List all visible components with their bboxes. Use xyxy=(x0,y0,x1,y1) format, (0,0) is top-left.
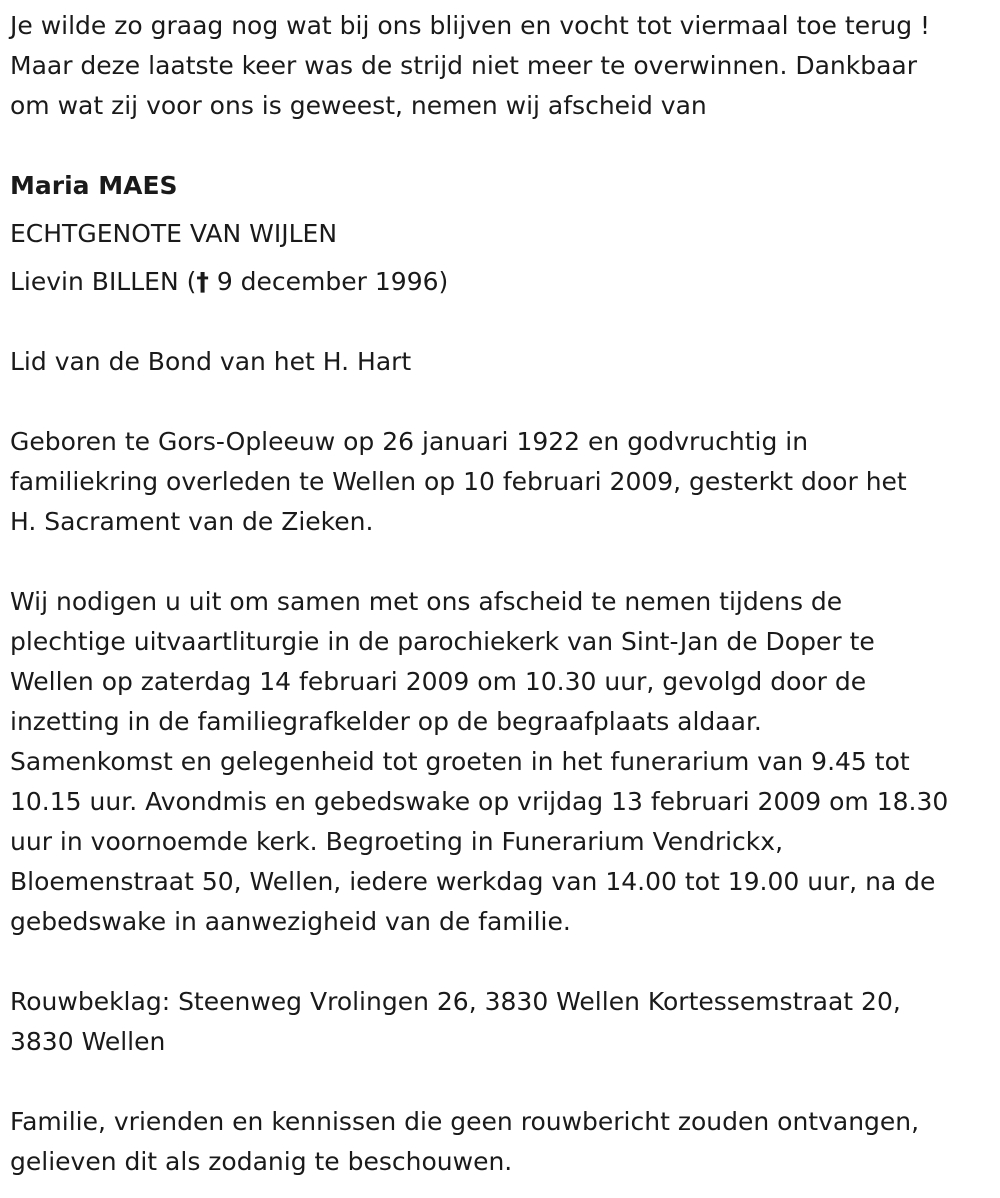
text-line: Je wilde zo graag nog wat bij ons blijven en vocht tot viermaal toe terug ! xyxy=(10,11,931,40)
text-line: Geboren te Gors-Opleeuw op 26 januari 1922 en godvruchtig in xyxy=(10,427,809,456)
text-line: H. Sacrament van de Zieken. xyxy=(10,507,374,536)
deceased-name: Maria MAES xyxy=(10,171,178,200)
text-line: familiekring overleden te Wellen op 10 februari 2009, gesterkt door het xyxy=(10,467,907,496)
text-line: uur in voornoemde kerk. Begroeting in Funerarium Vendrickx, xyxy=(10,827,784,856)
birth-death-paragraph xyxy=(10,422,995,542)
spouse-line xyxy=(10,262,995,302)
text-line: om wat zij voor ons is geweest, nemen wij afscheid van xyxy=(10,91,707,120)
text-line: gelieven dit als zodanig te beschouwen. xyxy=(10,1147,513,1176)
condolence-address-paragraph xyxy=(10,982,995,1062)
text-line: Wij nodigen u uit om samen met ons afscheid te nemen tijdens de xyxy=(10,587,843,616)
relation-label: ECHTGENOTE VAN WIJLEN xyxy=(10,219,338,248)
closing-paragraph xyxy=(10,1102,995,1182)
text-line: Familie, vrienden en kennissen die geen rouwbericht zouden ontvangen, xyxy=(10,1107,920,1136)
text-line: 3830 Wellen xyxy=(10,1027,166,1056)
text-line: Samenkomst en gelegenheid tot groeten in het funerarium van 9.45 tot xyxy=(10,747,910,776)
text-line: 10.15 uur. Avondmis en gebedswake op vrijdag 13 februari 2009 om 18.30 xyxy=(10,787,949,816)
intro-paragraph xyxy=(10,6,995,126)
text-line: gebedswake in aanwezigheid van de familie. xyxy=(10,907,571,936)
cross-icon: † xyxy=(196,267,209,296)
membership-line: Lid van de Bond van het H. Hart xyxy=(10,347,412,376)
text-line: Bloemenstraat 50, Wellen, iedere werkdag van 14.00 tot 19.00 uur, na de xyxy=(10,867,936,896)
spouse-name: Lievin BILLEN ( xyxy=(10,267,197,296)
text-line: plechtige uitvaartliturgie in de parochiekerk van Sint-Jan de Doper te xyxy=(10,627,875,656)
text-line: Maar deze laatste keer was de strijd niet meer te overwinnen. Dankbaar xyxy=(10,51,918,80)
text-line: Wellen op zaterdag 14 februari 2009 om 10.30 uur, gevolgd door de xyxy=(10,667,867,696)
spouse-death-date: 9 december 1996) xyxy=(208,267,449,296)
invitation-paragraph xyxy=(10,582,995,942)
text-line: Rouwbeklag: Steenweg Vrolingen 26, 3830 Wellen Kortessemstraat 20, xyxy=(10,987,901,1016)
obituary-text xyxy=(10,6,995,1182)
text-line: inzetting in de familiegrafkelder op de begraafplaats aldaar. xyxy=(10,707,762,736)
